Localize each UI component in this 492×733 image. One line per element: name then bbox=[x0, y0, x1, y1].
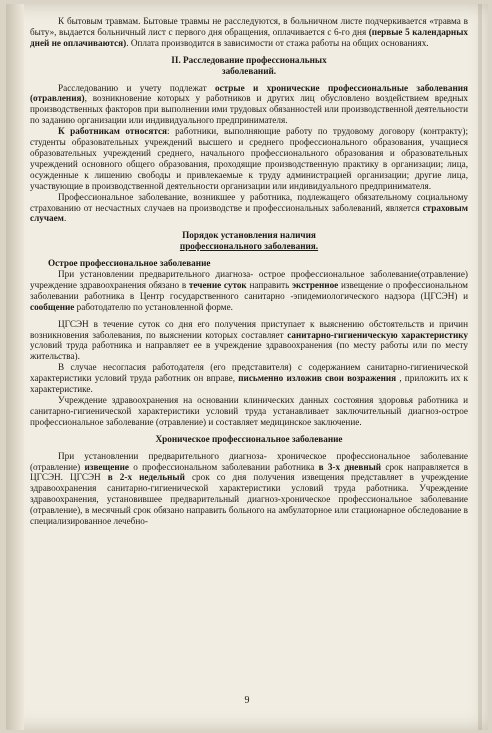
subheading-acute: Острое профессиональное заболевание bbox=[48, 258, 211, 269]
document-page bbox=[6, 4, 488, 730]
procedure-heading-line2: профессионального заболевания. bbox=[179, 241, 319, 252]
paragraph-investigation: Расследованию и учету подлежат острые и хронические профессиональные заболевания (отравления), возникновение которых у работников и других лиц обусловлено воздействием вредных производственных факторов при выполнении ими трудовых обязанностей или производственной деятельности по заданию организации или индивидуального предпринимателя. bbox=[30, 82, 468, 126]
paragraph-chronic-diagnosis: При установлении предварительного диагноза- хроническое профессиональное заболевание (отравление) извещение о профессиональном заболевании работника в 3-х дневный срок направляется в ЦГСЭН. ЦГСЭН в 2-х недельный срок со дня получения извещения представляет в учреждение здравоохранения санитарно-гигиенической характеристики условий труда работника. Учреждение здравоохранения, установившее предварительный диагноз-хроническое профессиональное заболевание (отравление), в месячный срок обязано направить больного на амбулаторное или стационарное обследование в специализированное лечебно- bbox=[30, 450, 468, 527]
page-content bbox=[30, 16, 468, 527]
paragraph-insured-event: Профессиональное заболевание, возникшее у работника, подлежащего обязательному социальному страхованию от несчастных случаев на производстве и профессиональных заболеваний, является страховым случаем. bbox=[30, 191, 468, 224]
paragraph-disagreement: В случае несогласия работодателя (его представителя) с содержанием санитарно-гигиенической характеристики условий труда работник он вправе, письменно изложив свои возражения , приложить их к характеристике. bbox=[30, 362, 468, 395]
procedure-heading-line1: Порядок установления наличия bbox=[182, 230, 316, 241]
section-heading-line2: заболеваний. bbox=[221, 65, 277, 76]
section-heading-line1: II. Расследование профессиональных bbox=[171, 54, 327, 65]
paragraph-employees: К работникам относятся: работники, выполняющие работу по трудовому договору (контракту); студенты образовательных учреждений высшего и среднего профессионального образования, учащиеся образовательных учреждений среднего, начального профессионального образования и образовательных учреждений основного общего образования, проходящие производственную практику в организации; лица, осужденные к лишению свободы и привлекаемые к труду администрацией организации; другие лица, участвующие в производственной деятельности организации или индивидуального предпринимателя. bbox=[30, 126, 468, 191]
paragraph-domestic-injuries: К бытовым травмам. Бытовые травмы не расследуются, в больничном листе подчеркивается «травма в быту», выдается больничный лист с первого дня обращения, оплачивается с 6-го дня (первые 5 календарных дней не оплачиваются). Оплата производится в зависимости от стажа работы на общих основаниях. bbox=[30, 16, 468, 48]
page-number: 9 bbox=[244, 695, 250, 706]
paragraph-acute-diagnosis: При установлении предварительного диагноза- острое профессиональное заболевание(отравление) учреждение здравоохранения обязано в течение суток направить экстренное извещение о профессиональном заболевании работника в Центр государственного санитарно -эпидемиологического надзора (ЦГСЭН) и сообщение работодателю по установленной форме. bbox=[30, 269, 468, 312]
page-edge bbox=[478, 4, 482, 730]
paragraph-cgsen: ЦГСЭН в течение суток со дня его получения приступает к выяснению обстоятельств и причин возникновения заболевания, по выяснении которых составляет санитарно-гигиеническую характеристику условий труда работника и направляет ее в учреждение здравоохранения (по месту работы или по месту жительства). bbox=[30, 318, 468, 362]
paragraph-final-diagnosis: Учреждение здравоохранения на основании клинических данных состояния здоровья работника и санитарно-гигиенической характеристики условий труда устанавливает заключительный диагноз-острое профессиональное заболевание (отравление) и составляет медицинское заключение. bbox=[30, 395, 468, 427]
binding-shadow bbox=[6, 4, 24, 730]
subheading-chronic: Хроническое профессиональное заболевание bbox=[155, 433, 343, 444]
